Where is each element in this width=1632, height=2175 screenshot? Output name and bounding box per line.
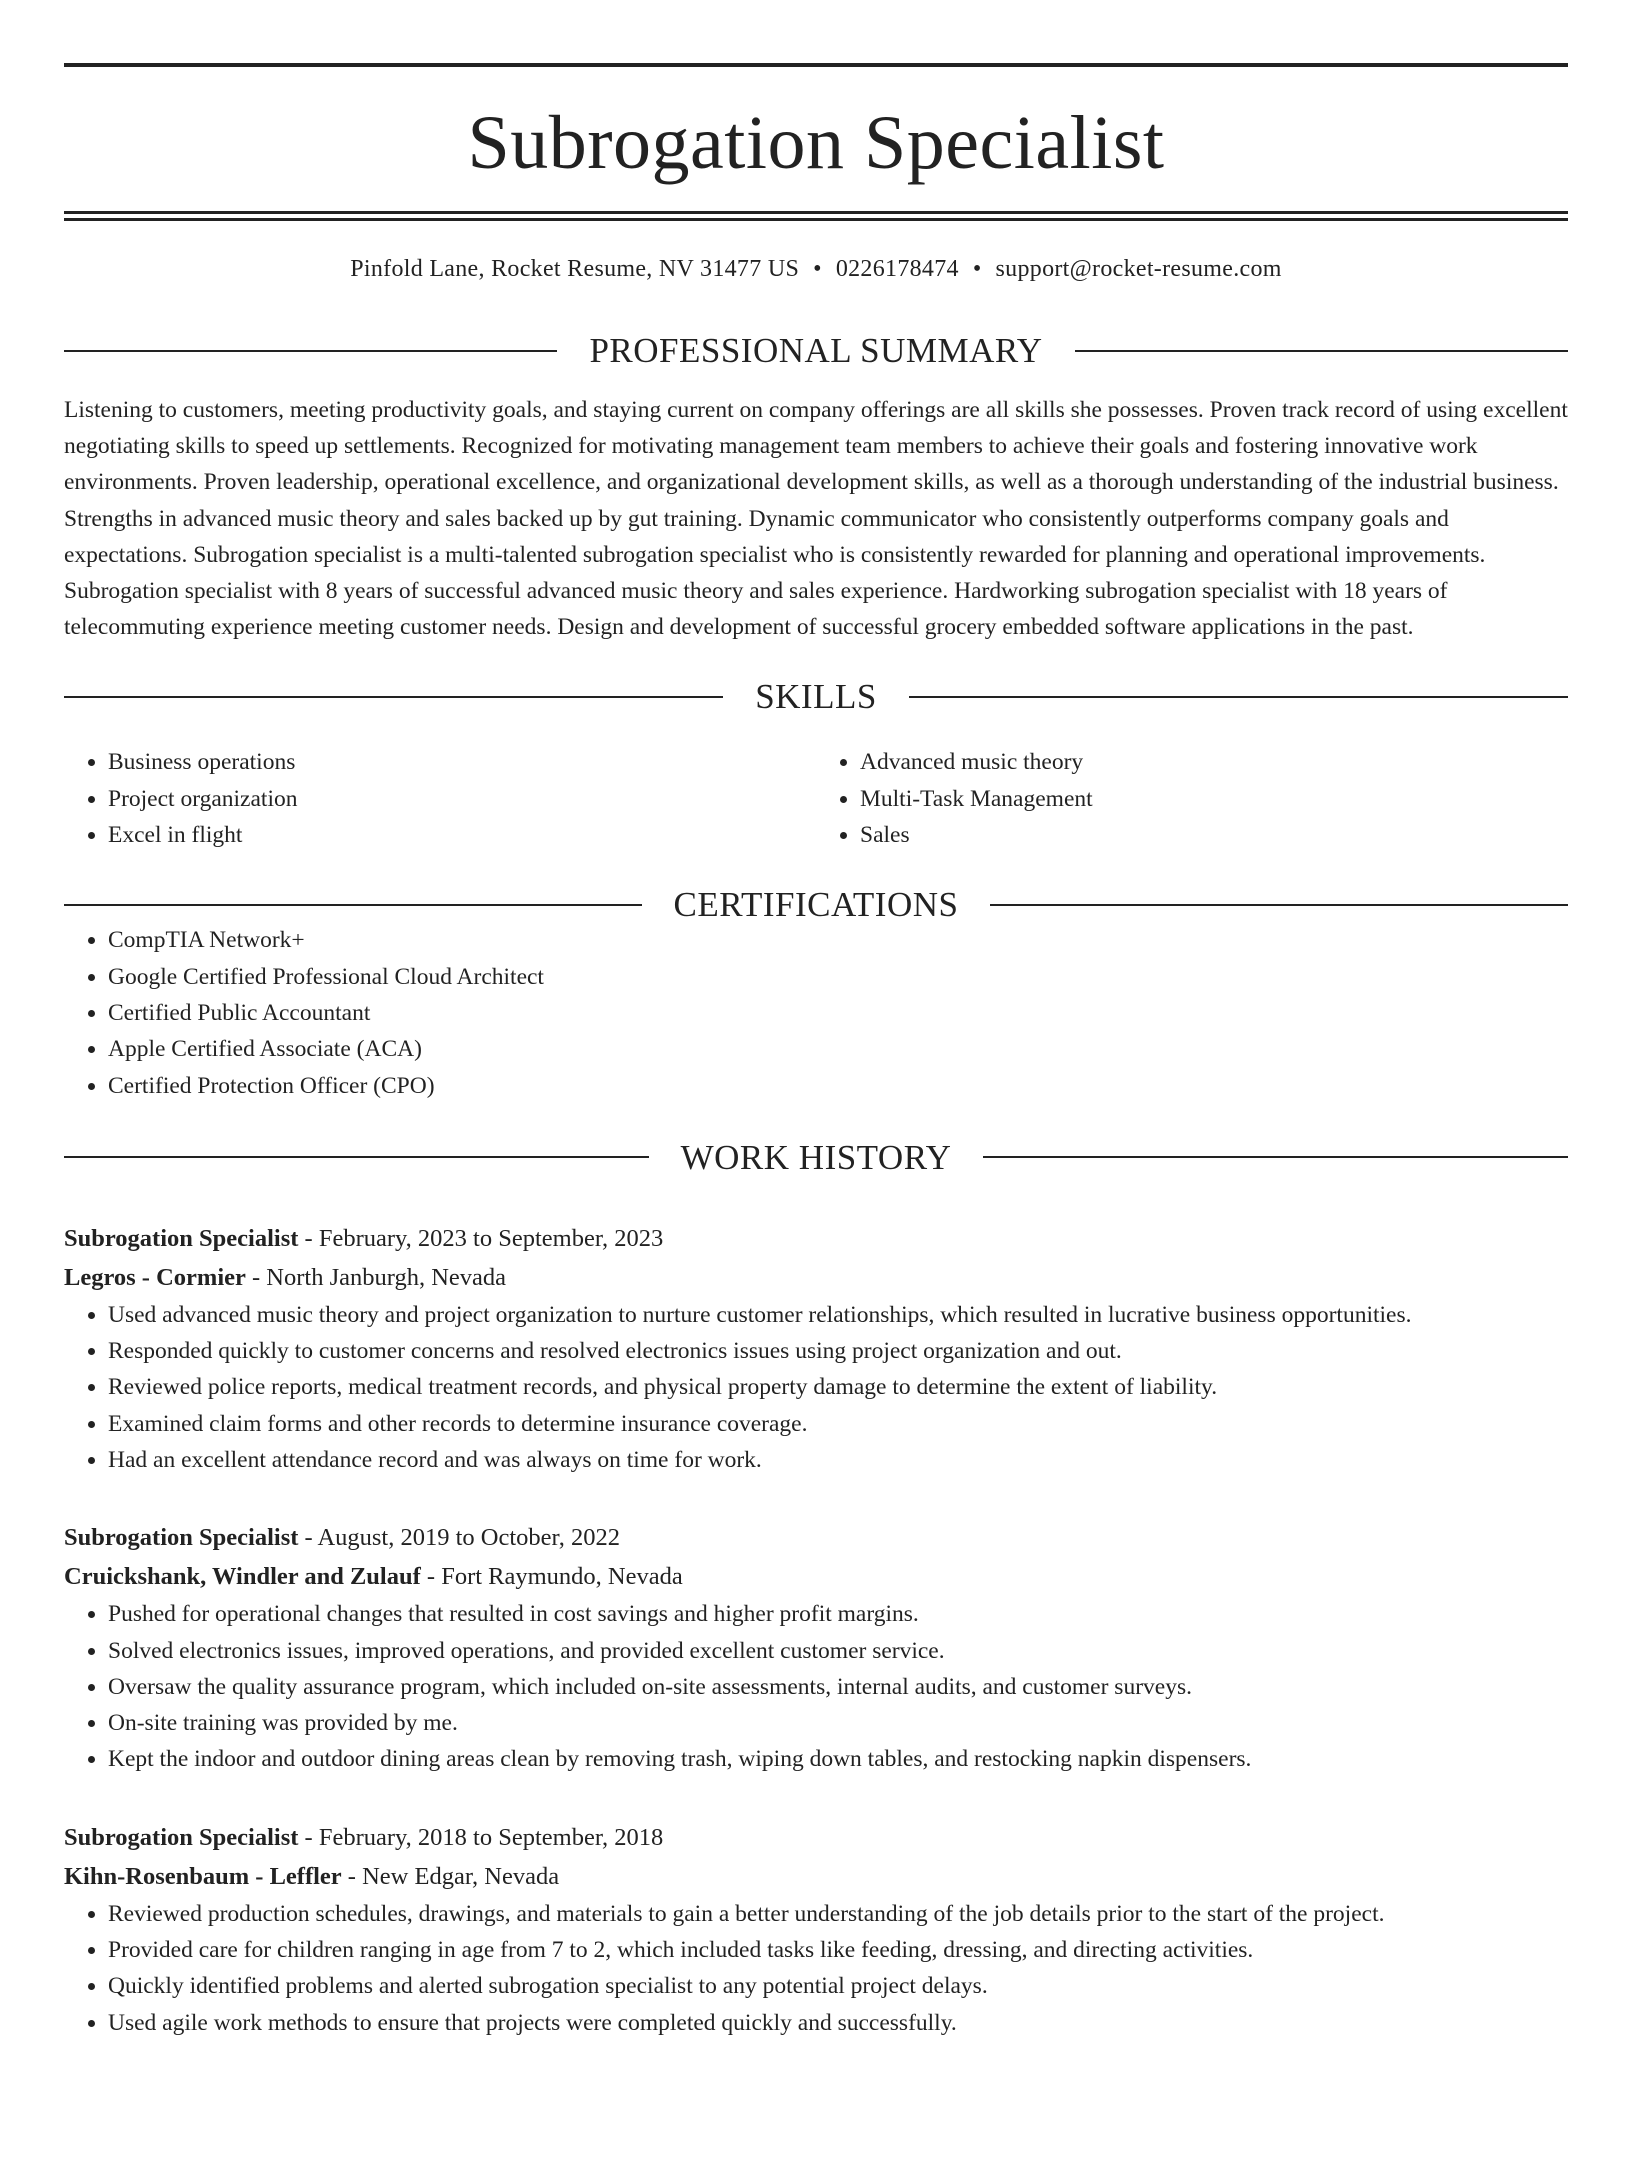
heading-rule-right bbox=[990, 904, 1568, 906]
certification-item: • CompTIA Network+ bbox=[108, 922, 1568, 958]
job-company-line bbox=[64, 1258, 1568, 1297]
job-bullet: • Examined claim forms and other records to determine insurance coverage. bbox=[108, 1406, 1568, 1442]
job-title-line bbox=[64, 1518, 1568, 1557]
certifications-heading bbox=[64, 885, 1568, 925]
job-bullet: • Had an excellent attendance record and was always on time for work. bbox=[108, 1442, 1568, 1478]
job-bullet: • Kept the indoor and outdoor dining areas clean by removing trash, wiping down tables, and restocking napkin dispensers. bbox=[108, 1741, 1568, 1777]
job-dash: - bbox=[341, 1862, 363, 1890]
heading-rule-left bbox=[64, 350, 557, 352]
job-dates: February, 2018 to September, 2018 bbox=[318, 1823, 664, 1851]
skills-column-left bbox=[64, 744, 816, 853]
job-company-line bbox=[64, 1557, 1568, 1596]
resume-page bbox=[0, 63, 1632, 2175]
heading-rule-right bbox=[1075, 350, 1568, 352]
job-entry bbox=[64, 1518, 1568, 1777]
certifications-title: CERTIFICATIONS bbox=[673, 885, 959, 925]
certification-item: • Certified Protection Officer (CPO) bbox=[108, 1068, 1568, 1104]
job-role: Subrogation Specialist bbox=[64, 1224, 299, 1252]
job-dash: - bbox=[245, 1263, 267, 1291]
skill-item: • Excel in flight bbox=[108, 817, 816, 853]
job-location: Fort Raymundo, Nevada bbox=[441, 1563, 683, 1591]
work-history-heading bbox=[64, 1137, 1568, 1177]
heading-rule-left bbox=[64, 904, 642, 906]
contact-separator: • bbox=[972, 256, 982, 282]
job-title-line bbox=[64, 1818, 1568, 1857]
contact-separator: • bbox=[813, 256, 822, 282]
job-dates: August, 2019 to October, 2022 bbox=[317, 1524, 620, 1552]
job-bullet: • Quickly identified problems and alerted subrogation specialist to any potential project delays. bbox=[108, 1968, 1568, 2004]
heading-rule-left bbox=[64, 696, 723, 698]
job-bullet: • Provided care for children ranging in age from 7 to 2, which included tasks like feeding, dressing, and directing activities. bbox=[108, 1932, 1568, 1968]
top-rule bbox=[64, 63, 1568, 67]
job-bullet: • Responded quickly to customer concerns and resolved electronics issues using project organization and out. bbox=[108, 1333, 1568, 1369]
skill-item: • Business operations bbox=[108, 744, 816, 780]
job-company: Cruickshank, Windler and Zulauf bbox=[64, 1563, 421, 1591]
job-bullet: • Oversaw the quality assurance program, which included on-site assessments, internal audits, and customer surveys. bbox=[108, 1669, 1568, 1705]
contact-email[interactable]: support@rocket-resume.com bbox=[995, 256, 1282, 282]
job-company: Kihn-Rosenbaum - Leffler bbox=[64, 1862, 342, 1890]
job-bullet: • Solved electronics issues, improved operations, and provided excellent customer service. bbox=[108, 1633, 1568, 1669]
job-role: Subrogation Specialist bbox=[64, 1823, 299, 1851]
job-bullet: • Reviewed production schedules, drawings, and materials to gain a better understanding of the job details prior to the start of the project. bbox=[108, 1896, 1568, 1932]
job-dash: - bbox=[420, 1563, 442, 1591]
skill-item: • Project organization bbox=[108, 781, 816, 817]
job-bullets bbox=[64, 1896, 1568, 2041]
job-bullet: • Reviewed police reports, medical treatment records, and physical property damage to determine the extent of liability. bbox=[108, 1369, 1568, 1405]
job-bullet: • Used advanced music theory and project organization to nurture customer relationships, which resulted in lucrative business opportunities. bbox=[108, 1297, 1568, 1333]
heading-rule-right bbox=[909, 696, 1568, 698]
double-rule bbox=[64, 211, 1568, 221]
heading-rule-right bbox=[983, 1156, 1568, 1158]
contact-address: Pinfold Lane, Rocket Resume, NV 31477 US bbox=[350, 256, 800, 282]
heading-rule-left bbox=[64, 1156, 649, 1158]
certification-item: • Certified Public Accountant bbox=[108, 995, 1568, 1031]
job-bullet: • Pushed for operational changes that resulted in cost savings and higher profit margins. bbox=[108, 1596, 1568, 1632]
summary-heading bbox=[64, 333, 1568, 368]
skill-item: • Advanced music theory bbox=[860, 744, 1568, 780]
skills-heading bbox=[64, 677, 1568, 717]
job-bullets bbox=[64, 1297, 1568, 1478]
job-location: New Edgar, Nevada bbox=[362, 1862, 560, 1890]
summary-text: Listening to customers, meeting productivity goals, and staying current on company offerings are all skills she possesses. Proven track record of using excellent negotiating skills to speed up settlements. Recognized for motivating management team members to achieve their goals and fostering innovative work environments. Proven leadership, operational excellence, and organizational development skills, as well as a thorough understanding of the industrial business. Strengths in advanced music theory and sales backed up by gut training. Dynamic communicator who consistently outperforms company goals and expectations. Subrogation specialist is a multi-talented subrogation specialist who is consistently rewarded for planning and operational improvements. Subrogation specialist with 8 years of successful advanced music theory and sales experience. Hardworking subrogation specialist with 18 years of telecommuting experience meeting customer needs. Design and development of successful grocery embedded software applications in the past. bbox=[64, 397, 1568, 641]
job-bullet: • Used agile work methods to ensure that projects were completed quickly and successfully. bbox=[108, 2005, 1568, 2041]
job-title-line bbox=[64, 1219, 1568, 1258]
job-dash: - bbox=[298, 1823, 319, 1851]
skills-grid bbox=[64, 744, 1568, 853]
certification-item: • Google Certified Professional Cloud Architect bbox=[108, 959, 1568, 995]
contact-line bbox=[64, 257, 1568, 281]
skill-item: • Sales bbox=[860, 817, 1568, 853]
work-history-title: WORK HISTORY bbox=[680, 1137, 952, 1177]
job-dates: February, 2023 to September, 2023 bbox=[318, 1224, 664, 1252]
job-dash: - bbox=[298, 1524, 318, 1552]
skill-item: • Multi-Task Management bbox=[860, 781, 1568, 817]
skills-title: SKILLS bbox=[755, 677, 877, 717]
certifications-list bbox=[64, 922, 1568, 1103]
skills-column-right bbox=[816, 744, 1568, 853]
job-entry bbox=[64, 1219, 1568, 1478]
job-bullets bbox=[64, 1596, 1568, 1777]
job-entry bbox=[64, 1818, 1568, 2041]
job-company-line bbox=[64, 1857, 1568, 1896]
job-dash: - bbox=[298, 1224, 319, 1252]
resume-title: Subrogation Specialist bbox=[467, 101, 1165, 185]
job-role: Subrogation Specialist bbox=[64, 1524, 299, 1552]
job-location: North Janburgh, Nevada bbox=[266, 1263, 507, 1291]
job-company: Legros - Cormier bbox=[64, 1263, 246, 1291]
certification-item: • Apple Certified Associate (ACA) bbox=[108, 1031, 1568, 1067]
job-bullet: • On-site training was provided by me. bbox=[108, 1705, 1568, 1741]
contact-phone: 0226178474 bbox=[835, 256, 959, 282]
summary-title: PROFESSIONAL SUMMARY bbox=[589, 331, 1043, 370]
